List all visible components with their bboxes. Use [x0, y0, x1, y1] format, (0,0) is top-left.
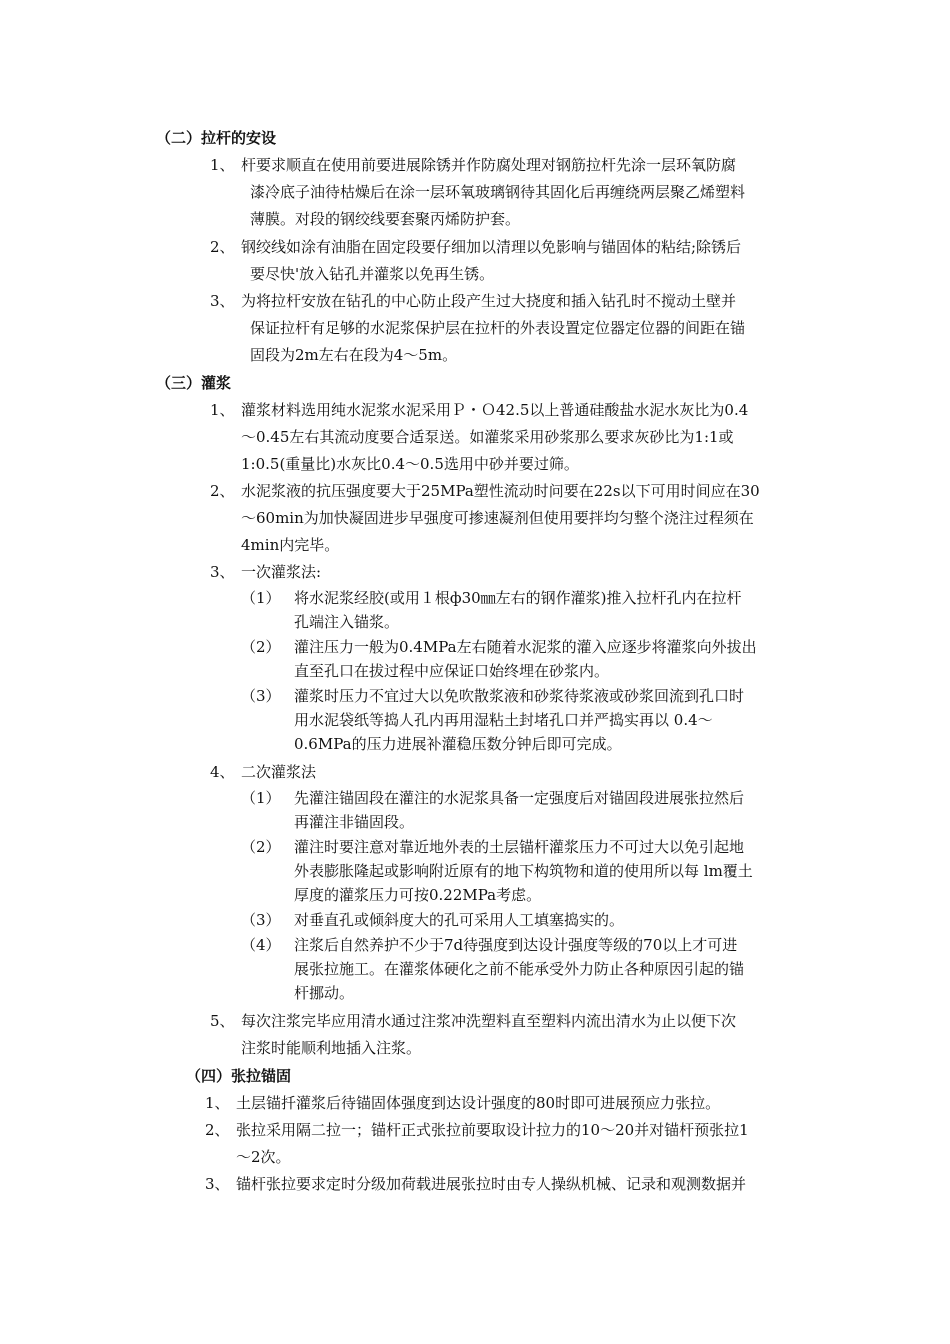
- paragraph-line: 张拉采用隔二拉一；锚杆正式张拉前要取设计拉力的10～20并对锚杆预张拉1: [236, 1121, 749, 1139]
- item-number: 2、: [210, 238, 235, 256]
- paragraph-line: 将水泥浆经胶(或用１根ф30㎜左右的钢作灌浆)推入拉杆孔内在拉杆: [294, 589, 742, 607]
- paragraph-line: 灌注压力一般为0.4MPa左右随着水泥浆的灌入应逐步将灌浆向外拔出: [294, 638, 757, 656]
- paragraph-line: 直至孔口在拔过程中应保证口始终埋在砂浆内。: [294, 662, 610, 680]
- paragraph-line: 薄膜。对段的钢绞线要套聚丙烯防护套。: [250, 210, 521, 228]
- item-number: 3、: [205, 1175, 230, 1193]
- subitem-number: （3）: [241, 687, 281, 705]
- paragraph-line: 外表膨胀隆起或影响附近原有的地下构筑物和道的使用所以每 lm覆土: [294, 862, 753, 880]
- paragraph-line: 水泥浆液的抗压强度要大于25MPa塑性流动时问要在22s以下可用时间应在30: [241, 482, 760, 500]
- paragraph-line: 杆要求顺直在使用前要进展除锈并作防腐处理对钢筋拉杆先涂一层环氧防腐: [241, 156, 737, 174]
- paragraph-line: 4min内完毕。: [241, 536, 340, 554]
- paragraph-line: 一次灌浆法:: [241, 563, 322, 581]
- paragraph-line: 注浆时能顺利地插入注浆。: [241, 1039, 422, 1057]
- paragraph-line: 先灌注锚固段在灌注的水泥浆具备一定强度后对锚固段进展张拉然后: [294, 789, 745, 807]
- subitem-number: （2）: [241, 838, 281, 856]
- paragraph-line: 用水泥袋纸等捣人孔内再用湿粘土封堵孔口并严捣实再以 0.4～: [294, 711, 713, 729]
- item-number: 3、: [210, 563, 235, 581]
- item-number: 2、: [205, 1121, 230, 1139]
- subitem-number: （4）: [241, 936, 281, 954]
- section-heading: （三）灌浆: [156, 374, 232, 392]
- paragraph-line: 为将拉杆安放在钻孔的中心防止段产生过大挠度和插入钻孔时不搅动土壁并: [241, 292, 737, 310]
- paragraph-line: 锚杆张拉要求定时分级加荷载进展张拉时由专人操纵机械、记录和观测数据并: [236, 1175, 747, 1193]
- paragraph-line: 注浆后自然养护不少于7d待强度到达设计强度等级的70以上才可进: [294, 936, 738, 954]
- section-heading: （二）拉杆的安设: [156, 129, 277, 147]
- paragraph-line: 灌注时要注意对靠近地外表的土层锚杆灌浆压力不可过大以免引起地: [294, 838, 745, 856]
- paragraph-line: 对垂直孔或倾斜度大的孔可采用人工填塞捣实的。: [294, 911, 625, 929]
- paragraph-line: 展张拉施工。在灌浆体硬化之前不能承受外力防止各种原因引起的锚: [294, 960, 745, 978]
- paragraph-line: 二次灌浆法: [241, 763, 317, 781]
- paragraph-line: 灌浆时压力不宜过大以免吹散浆液和砂浆待浆液或砂浆回流到孔口时: [294, 687, 745, 705]
- paragraph-line: 厚度的灌浆压力可按0.22MPa考虑。: [294, 886, 542, 904]
- paragraph-line: 杆挪动。: [294, 984, 355, 1002]
- item-number: 1、: [205, 1094, 230, 1112]
- paragraph-line: 0.6MPa的压力进展补灌稳压数分钟后即可完成。: [294, 735, 622, 753]
- paragraph-line: ～60min为加快凝固进步早强度可掺速凝剂但使用要拌均匀整个浇注过程须在: [241, 509, 754, 527]
- subitem-number: （1）: [241, 589, 281, 607]
- paragraph-line: 每次注浆完毕应用清水通过注浆冲洗塑料直至塑料内流出清水为止以便下次: [241, 1012, 737, 1030]
- paragraph-line: ～0.45左右其流动度要合适泵送。如灌浆采用砂浆那么要求灰砂比为1:1或: [241, 428, 734, 446]
- subitem-number: （1）: [241, 789, 281, 807]
- paragraph-line: 保证拉杆有足够的水泥浆保护层在拉杆的外表设置定位器定位器的间距在锚: [250, 319, 746, 337]
- item-number: 5、: [210, 1012, 235, 1030]
- paragraph-line: 孔端注入锚浆。: [294, 613, 400, 631]
- paragraph-line: 固段为2m左右在段为4～5m。: [250, 346, 458, 364]
- paragraph-line: 土层锚扦灌浆后待锚固体强度到达设计强度的80时即可进展预应力张拉。: [236, 1094, 721, 1112]
- section-heading: （四）张拉锚固: [186, 1067, 292, 1085]
- item-number: 2、: [210, 482, 235, 500]
- item-number: 1、: [210, 401, 235, 419]
- paragraph-line: 再灌注非锚固段。: [294, 813, 415, 831]
- item-number: 3、: [210, 292, 235, 310]
- subitem-number: （2）: [241, 638, 281, 656]
- paragraph-line: 要尽快'放入钻孔并灌浆以免再生锈。: [250, 265, 495, 283]
- paragraph-line: 钢绞线如涂有油脂在固定段要仔细加以清理以免影响与锚固体的粘结;除锈后: [241, 238, 742, 256]
- paragraph-line: 1:0.5(重量比)水灰比0.4～0.5选用中砂并要过筛。: [241, 455, 579, 473]
- paragraph-line: 漆冷底子油待枯燥后在涂一层环氧玻璃钢待其固化后再缠绕两层聚乙烯塑料: [250, 183, 746, 201]
- item-number: 1、: [210, 156, 235, 174]
- paragraph-line: 灌浆材料选用纯水泥浆水泥采用Ｐ・Ｏ42.5以上普通硅酸盐水泥水灰比为0.4: [241, 401, 749, 419]
- paragraph-line: ～2次。: [236, 1148, 291, 1166]
- subitem-number: （3）: [241, 911, 281, 929]
- item-number: 4、: [210, 763, 235, 781]
